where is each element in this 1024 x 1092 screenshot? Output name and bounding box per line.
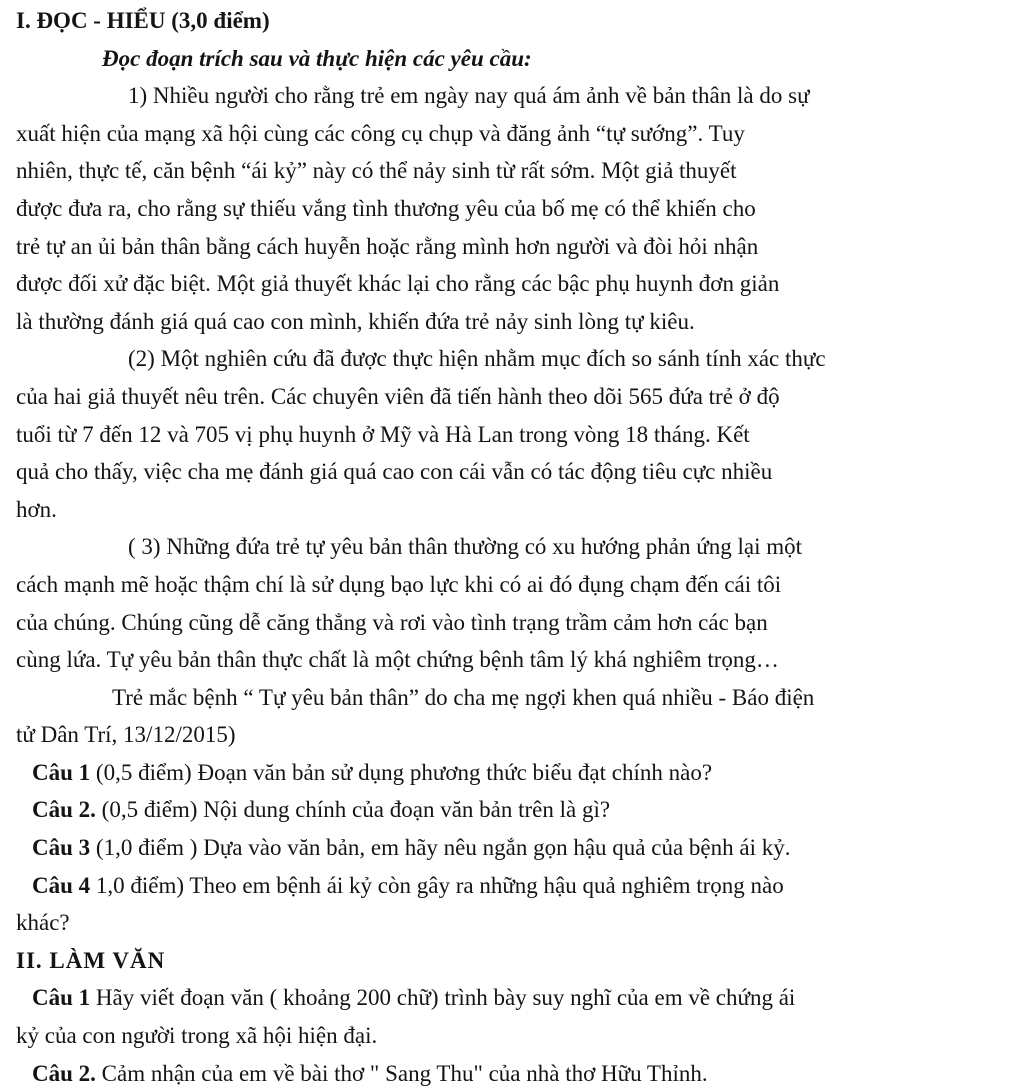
section-title-reading: I. ĐỌC - HIỂU (3,0 điểm) xyxy=(16,8,270,33)
question-label: Câu 1 xyxy=(32,985,91,1011)
question-4 xyxy=(16,867,978,905)
text-line: là thường đánh giá quá cao con mình, khiến đứa trẻ nảy sinh lòng tự kiêu. xyxy=(16,308,695,334)
text-line: kỷ của con người trong xã hội hiện đại. xyxy=(16,1023,378,1049)
question-1 xyxy=(16,754,978,792)
passage-paragraph-3 xyxy=(16,528,978,678)
instruction: Đọc đoạn trích sau và thực hiện các yêu cầu: xyxy=(102,45,532,71)
question-label: Câu 2. xyxy=(32,797,96,823)
text-line: tử Dân Trí, 13/12/2015) xyxy=(16,722,236,748)
text-line: nhiên, thực tế, căn bệnh “ái kỷ” này có thể nảy sinh từ rất sớm. Một giả thuyết xyxy=(16,158,737,184)
question-text: (1,0 điểm ) Dựa vào văn bản, em hãy nêu ngắn gọn hậu quả của bệnh ái kỷ. xyxy=(90,835,791,861)
text-line: được đối xử đặc biệt. Một giả thuyết khác lại cho rằng các bậc phụ huynh đơn giản xyxy=(16,271,780,297)
text-line: 1) Nhiều người cho rằng trẻ em ngày nay quá ám ảnh về bản thân là do sự xyxy=(128,83,810,109)
writing-question-2 xyxy=(16,1055,978,1092)
section-title-writing: II. LÀM VĂN xyxy=(16,947,166,973)
text-line: Trẻ mắc bệnh “ Tự yêu bản thân” do cha mẹ ngợi khen quá nhiều - Báo điện xyxy=(112,684,815,710)
passage-paragraph-1 xyxy=(16,77,978,340)
text-line: ( 3) Những đứa trẻ tự yêu bản thân thường có xu hướng phản ứng lại một xyxy=(128,534,802,560)
text-line: (2) Một nghiên cứu đã được thực hiện nhằm mục đích so sánh tính xác thực xyxy=(128,346,826,372)
passage-paragraph-2 xyxy=(16,340,978,528)
question-label: Câu 3 xyxy=(32,835,91,861)
text-line: tuổi từ 7 đến 12 và 705 vị phụ huynh ở Mỹ và Hà Lan trong vòng 18 tháng. Kết xyxy=(16,421,750,447)
question-label: Câu 1 xyxy=(32,759,91,785)
text-line: khác? xyxy=(16,910,70,936)
question-text: (0,5 điểm) Nội dung chính của đoạn văn bản trên là gì? xyxy=(95,797,611,823)
text-line: của hai giả thuyết nêu trên. Các chuyên viên đã tiến hành theo dõi 565 đứa trẻ ở độ xyxy=(16,383,780,409)
question-label: Câu 4 xyxy=(32,872,91,898)
question-label: Câu 2. xyxy=(32,1060,96,1086)
writing-question-1 xyxy=(16,979,978,1017)
text-line: quả cho thấy, việc cha mẹ đánh giá quá cao con cái vẫn có tác động tiêu cực nhiều xyxy=(16,459,773,485)
text-line: xuất hiện của mạng xã hội cùng các công cụ chụp và đăng ảnh “tự sướng”. Tuy xyxy=(16,120,745,146)
text-line: cùng lứa. Tự yêu bản thân thực chất là một chứng bệnh tâm lý khá nghiêm trọng… xyxy=(16,647,779,673)
question-text: Hãy viết đoạn văn ( khoảng 200 chữ) trình bày suy nghĩ của em về chứng ái xyxy=(90,985,796,1011)
question-3 xyxy=(16,829,978,867)
question-text: Cảm nhận của em về bài thơ " Sang Thu" của nhà thơ Hữu Thỉnh. xyxy=(95,1060,708,1086)
question-text: 1,0 điểm) Theo em bệnh ái kỷ còn gây ra những hậu quả nghiêm trọng nào xyxy=(90,872,784,898)
text-line: trẻ tự an ủi bản thân bằng cách huyễn hoặc rằng mình hơn người và đòi hỏi nhận xyxy=(16,233,759,259)
text-line: cách mạnh mẽ hoặc thậm chí là sử dụng bạo lực khi có ai đó đụng chạm đến cái tôi xyxy=(16,571,782,597)
text-line: được đưa ra, cho rằng sự thiếu vắng tình thương yêu của bố mẹ có thể khiến cho xyxy=(16,195,756,221)
passage-source xyxy=(16,679,978,754)
question-text: (0,5 điểm) Đoạn văn bản sử dụng phương thức biểu đạt chính nào? xyxy=(90,759,713,785)
text-line: của chúng. Chúng cũng dễ căng thẳng và rơi vào tình trạng trầm cảm hơn các bạn xyxy=(16,609,768,635)
text-line: hơn. xyxy=(16,496,57,522)
question-2 xyxy=(16,791,978,829)
